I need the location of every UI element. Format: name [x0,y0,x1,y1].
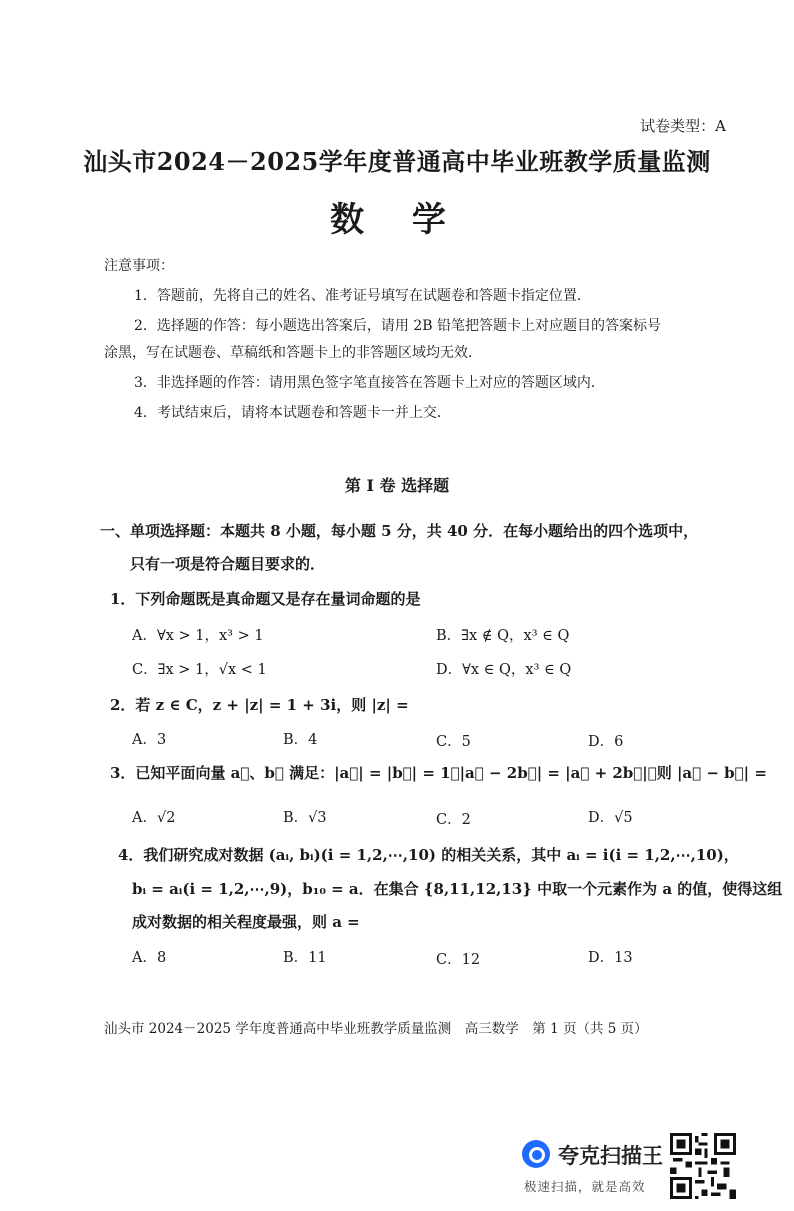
question-3-option-c: C．2 [436,812,471,828]
question-1-stem: 1．下列命题既是真命题又是存在量词命题的是 [110,590,421,608]
question-3-option-b: B．√3 [283,810,327,826]
question-4-option-d: D．13 [588,950,633,966]
question-4-option-c: C．12 [436,952,481,968]
notice-item-3: 3．非选择题的作答：请用黑色签字笔直接答在答题卡上对应的答题区域内． [134,375,605,391]
question-4-stem-line-1: 4．我们研究成对数据 (aᵢ, bᵢ)(i = 1,2,⋯,10) 的相关关系，其中 aᵢ = i(i = 1,2,⋯,10)， [118,846,739,864]
quark-logo-icon [522,1140,550,1168]
notice-item-4: 4．考试结束后，请将本试题卷和答题卡一并上交． [134,405,451,421]
notice-item-2-line-1: 2．选择题的作答：每小题选出答案后，请用 2B 铅笔把答题卡上对应题目的答案标号 [134,318,662,334]
question-2-option-c: C．5 [436,734,471,750]
notice-item-2-line-2: 涂黑，写在试题卷、草稿纸和答题卡上的非答题区域均无效． [104,345,482,361]
question-4-option-b: B．11 [283,950,327,966]
paper-type: 试卷类型：A [640,117,726,135]
question-3-stem: 3．已知平面向量 a⃗、b⃗ 满足：|a⃗| = |b⃗| = 1，|a⃗ − 2b⃗| = |a⃗ + 2b⃗|，则 |a⃗ − b⃗| = [110,764,767,782]
question-2-option-b: B．4 [283,732,318,748]
question-4-option-a: A．8 [132,950,167,966]
subject-title: 数 学 [330,200,464,240]
question-4-stem-line-2: bᵢ = aᵢ(i = 1,2,⋯,9)，b₁₀ = a．在集合 {8,11,12,13} 中取一个元素作为 a 的值，使得这组 [132,880,783,898]
question-1-option-d: D．∀x ∈ Q，x³ ∈ Q [436,662,572,678]
notice-item-1: 1．答题前，先将自己的姓名、准考证号填写在试题卷和答题卡指定位置． [134,288,591,304]
exam-title: 汕头市2024－2025学年度普通高中毕业班教学质量监测 [83,147,711,176]
section-heading: 第 I 卷 选择题 [344,476,450,495]
part-heading-line-2: 只有一项是符合题目要求的． [130,555,326,573]
question-3-option-a: A．√2 [132,810,176,826]
scanner-slogan: 极速扫描，就是高效 [524,1179,646,1194]
part-heading-line-1: 一、单项选择题：本题共 8 小题，每小题 5 分，共 40 分．在每小题给出的四个选项中， [100,522,699,540]
question-2-option-a: A．3 [132,732,167,748]
question-1-option-a: A．∀x > 1，x³ > 1 [132,628,264,644]
question-2-option-d: D．6 [588,734,624,750]
question-1-option-b: B．∃x ∉ Q，x³ ∈ Q [436,628,570,644]
scanner-brand: 夸克扫描王 [558,1144,663,1168]
question-4-stem-line-3: 成对数据的相关程度最强，则 a = [132,913,360,931]
question-2-stem: 2．若 z ∈ C，z + |z| = 1 + 3i，则 |z| = [110,696,409,714]
question-1-option-c: C．∃x > 1，√x < 1 [132,662,267,678]
question-3-option-d: D．√5 [588,810,633,826]
page-footer: 汕头市 2024－2025 学年度普通高中毕业班教学质量监测 高三数学 第 1 页（共 5 页） [104,1021,648,1037]
qr-code-icon [670,1133,736,1199]
notice-heading: 注意事项： [104,258,174,274]
